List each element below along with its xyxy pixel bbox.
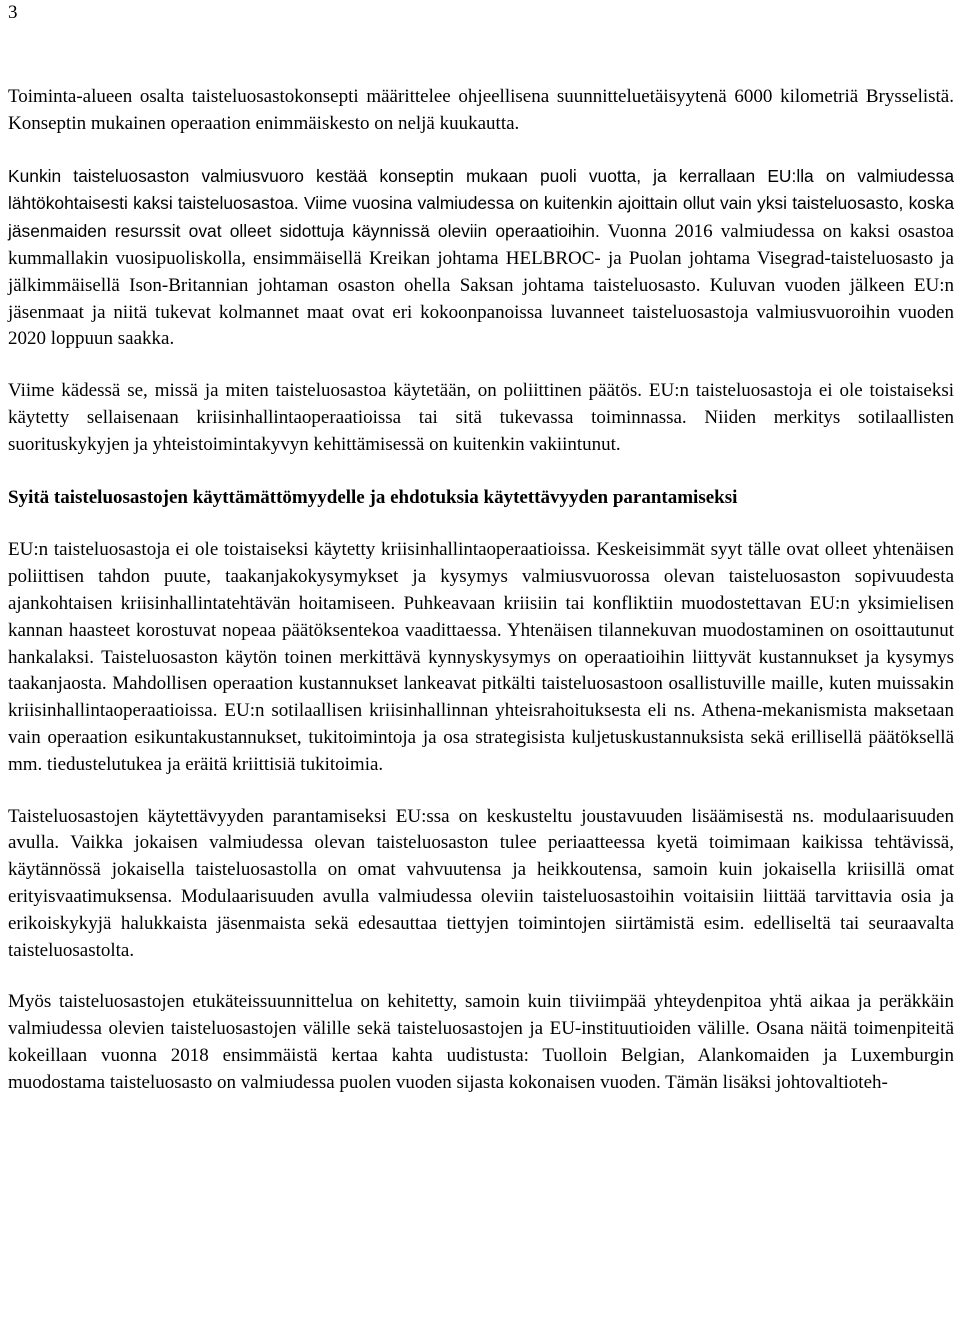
paragraph-text-sans: Kunkin taisteluosaston valmiusvuoro kestää konseptin mukaan puoli vuotta, ja kerrallaan EU:lla on valmiudessa lähtökohtaisesti kaksi taisteluosastoa. [8,165,954,214]
paragraph-modularity [8,804,954,965]
section-heading: Syitä taisteluosastojen käyttämättömyydelle ja ehdotuksia käytettävyyden parantamiseksi [8,486,738,508]
paragraph-text: Vuonna 2016 valmiudessa on kaksi osastoa kummallakin vuosipuoliskolla, ensimmäisellä Kreikan johtama HELBROC- ja Puolan johtama Visegrad-taisteluosasto ja jälkimmäisellä Ison-Britannian johtaman osaston ohella Saksan johtama taisteluosasto. Kuluvan vuoden jälkeen EU:n jäsenmaat ja niitä tukevat kolmannet maat ovat eri kokoonpanoissa luvanneet taisteluosastoja valmiusvuoroihin vuoden 2020 loppuun saakka. [8,221,954,350]
paragraph-spacer [8,138,954,163]
paragraph-spacer [8,779,954,804]
paragraph-text: Myös taisteluosastojen etukäteissuunnittelua on kehitetty, samoin kuin tiiviimpää yhteydenpitoa yhtä aikaa ja peräkkäin valmiudessa olevien taisteluosastojen välille sekä taisteluosastojen ja EU-instituutioiden välille. Osana näitä toimenpiteitä kokeillaan vuonna 2018 ensimmäistä kertaa kahta uudistusta: Tuolloin Belgian, Alankomaiden ja Luxemburgin muodostama taisteluosasto on valmiudessa puolen vuoden sijasta kokonaisen vuoden. Tämän lisäksi johtovaltioteh- [8,991,954,1093]
paragraph-readiness-rotation [8,163,954,354]
paragraph-text: Viime kädessä se, missä ja miten taisteluosastoa käytetään, on poliittinen päätös. EU:n taisteluosastoja ei ole toistaiseksi käytetty sellaisenaan kriisinhallintaoperaatioissa tai sitä tukevassa toiminnassa. Niiden merkitys sotilaallisten suorituskykyjen ja yhteistoimintakyvyn kehittämisessä on kuitenkin vakiintunut. [8,380,954,455]
paragraph-reasons-unused [8,537,954,778]
paragraph-text: Toiminta-alueen osalta taisteluosastokonsepti määrittelee ohjeellisena suunnitteluetäisyytenä 6000 kilometriä Brysselistä. Konseptin mukainen operaation enimmäiskesto on neljä kuukautta. [8,86,954,134]
paragraph-spacer [8,353,954,378]
document-body [8,84,954,1097]
paragraph-text-sans: Viime vuosina valmiudessa on kuitenkin ajoittain ollut vain yksi taisteluosasto, koska jäsenmaiden resurssit ovat olleet sidottuja käynnissä oleviin operaatioihin. [8,193,954,242]
paragraph-advance-planning [8,989,954,1096]
paragraph-spacer [8,459,954,485]
paragraph-operating-area [8,84,954,138]
page-number: 3 [8,2,18,23]
paragraph-spacer [8,964,954,989]
paragraph-spacer [8,511,954,537]
paragraph-text: Taisteluosastojen käytettävyyden parantamiseksi EU:ssa on keskusteltu joustavuuden lisäämisestä ns. modulaarisuuden avulla. Vaikka jokaisen valmiudessa olevan taisteluosaston tulee periaatteessa kyetä toimimaan kaikissa tehtävissä, käytännössä jokaisella taisteluosastolla on omat vahvuutensa ja heikkoutensa, samoin kuin jokaisella kriisillä omat erityisvaatimuksensa. Modulaarisuuden avulla valmiudessa oleviin taisteluosastoihin voitaisiin liittää tarvittavia osia ja erikoiskykyjä halukkaista jäsenmaista sekä edesauttaa tiettyjen toimintojen siirtämistä esim. edelliseltä tai seuraavalta taisteluosastolta. [8,805,954,961]
paragraph-text: EU:n taisteluosastoja ei ole toistaiseksi käytetty kriisinhallintaoperaatioissa. Keskeisimmät syyt tälle ovat olleet yhtenäisen poliittisen tahdon puute, taakanjakokysymykset ja kysymys valmiusvuorossa olevan taisteluosaston sopivuudesta ajankohtaisen kriisinhallintatehtävän hoitamiseen. Puhkeavaan kriisiin tai konfliktiin muodostettavan EU:n yksimielisen kannan haasteet korostuvat nopeaa päätöksentekoa vaadittaessa. Yhtenäisen tilannekuvan muodostaminen on osoittautunut hankalaksi. Taisteluosaston käytön toinen merkittävä kynnyskysymys on operaatioihin liittyvät kustannukset ja kysymys taakanjaosta. Mahdollisen operaation kustannukset lankeavat pitkälti taisteluosastoon osallistuville maille, kuten muissakin kriisinhallintaoperaatioissa. EU:n sotilaallisen kriisinhallinnan yhteisrahoituksesta eli ns. Athena-mekanismista maksetaan vain operaation esikuntakustannukset, tukitoimintoja ja osa strategisista kuljetuskustannuksista sekä erillisellä päätöksellä mm. tiedustelutukea ja eräitä kriittisiä tukitoimia. [8,539,954,775]
paragraph-political-decision [8,378,954,458]
